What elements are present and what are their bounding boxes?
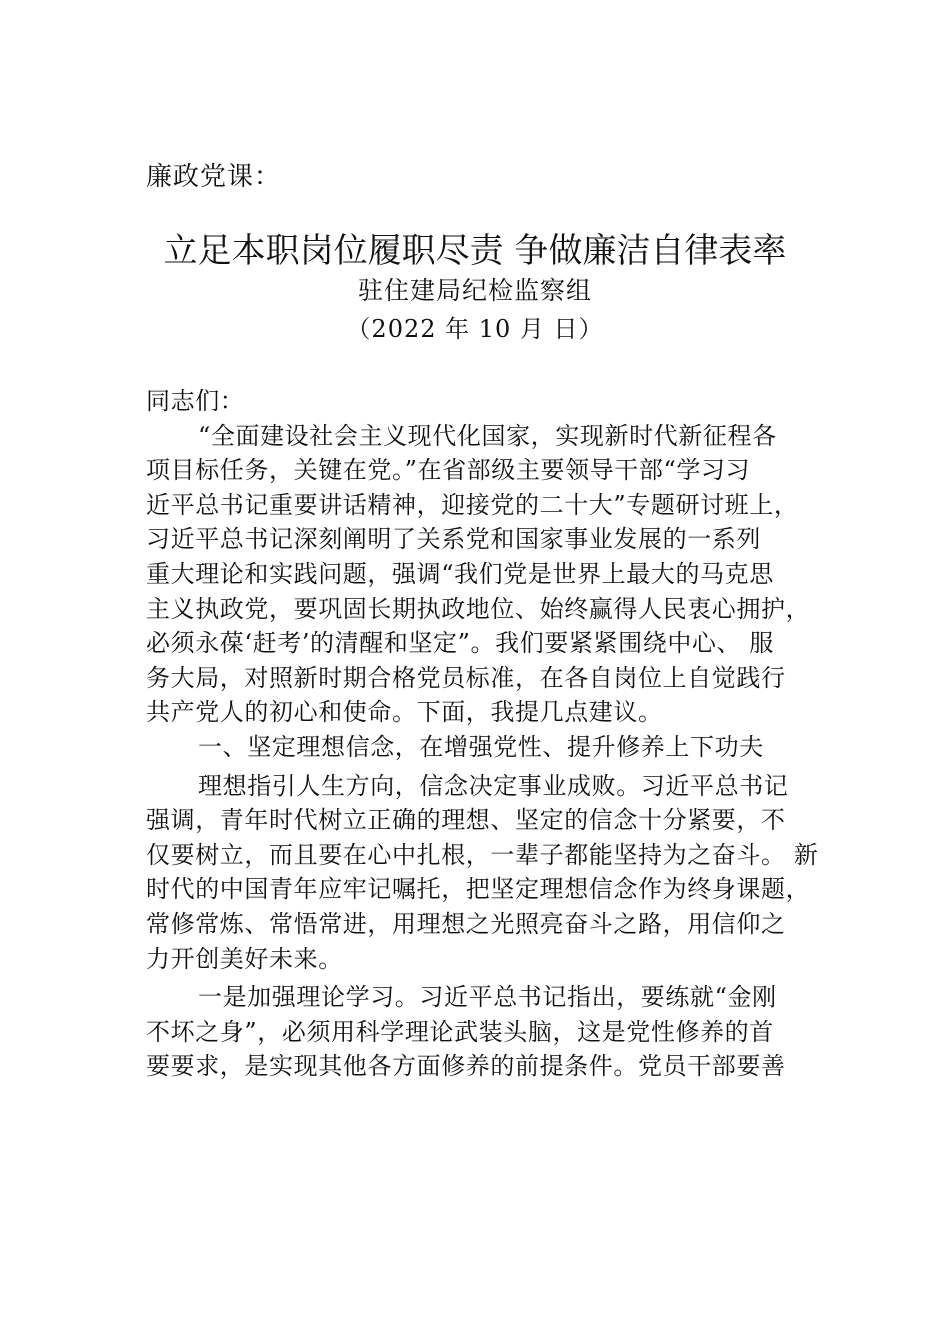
document-body	[146, 384, 822, 1084]
section-heading: 一、坚定理想信念，在增强党性、提升修养上下功夫	[198, 732, 764, 761]
paragraph-line: 近平总书记重要讲话精神，迎接党的二十大”专题研讨班上，	[146, 490, 799, 519]
paragraph-line: 常修常炼、常悟常进，用理想之光照亮奋斗之路，用信仰之	[146, 909, 786, 938]
paragraph-line: 习近平总书记深刻阐明了关系党和国家事业发展的一系列	[146, 525, 761, 554]
paragraph-line: 仅要树立，而且要在心中扎根，一辈子都能坚持为之奋斗。 新	[146, 840, 819, 869]
paragraph-line: 要要求，是实现其他各方面修养的前提条件。党员干部要善	[146, 1052, 786, 1081]
paragraph-line: 共产党人的初心和使命。下面，我提几点建议。	[146, 698, 663, 727]
paragraph-line: 力开创美好未来。	[146, 944, 343, 973]
paragraph-line: 主义执政党，要巩固长期执政地位、始终赢得人民衷心拥护，	[146, 594, 811, 623]
paragraph-line: “全面建设社会主义现代化国家，实现新时代新征程各	[198, 421, 777, 450]
document-organization: 驻住建局纪检监察组	[357, 276, 592, 305]
paragraph-line: 一是加强理论学习。习近平总书记指出，要练就“金刚	[198, 983, 777, 1012]
paragraph-line: 强调，青年时代树立正确的理想、坚定的信念十分紧要，不	[146, 806, 786, 835]
document-title: 立足本职岗位履职尽责 争做廉洁自律表率	[163, 231, 787, 271]
paragraph-line: 必须永葆‘赶考’的清醒和坚定”。我们要紧紧围绕中心、 服	[146, 629, 774, 658]
paragraph-line: 时代的中国青年应牢记嘱托，把坚定理想信念作为终身课题，	[146, 875, 811, 904]
document-label: 廉政党课：	[146, 162, 282, 192]
paragraph-line: 不坏之身”，必须用科学理论武装头脑，这是党性修养的首	[146, 1017, 774, 1046]
paragraph-line: 项目标任务，关键在党。”在省部级主要领导干部“学习习	[146, 456, 751, 485]
salutation: 同志们：	[146, 387, 245, 415]
paragraph-line: 重大理论和实践问题，强调“我们党是世界上最大的马克思	[146, 559, 774, 588]
document-date: （2022 年 10 月 日）	[346, 315, 604, 343]
paragraph-line: 务大局，对照新时期合格党员标准，在各自岗位上自觉践行	[146, 663, 786, 692]
paragraph-line: 理想指引人生方向，信念决定事业成败。习近平总书记	[198, 771, 789, 800]
